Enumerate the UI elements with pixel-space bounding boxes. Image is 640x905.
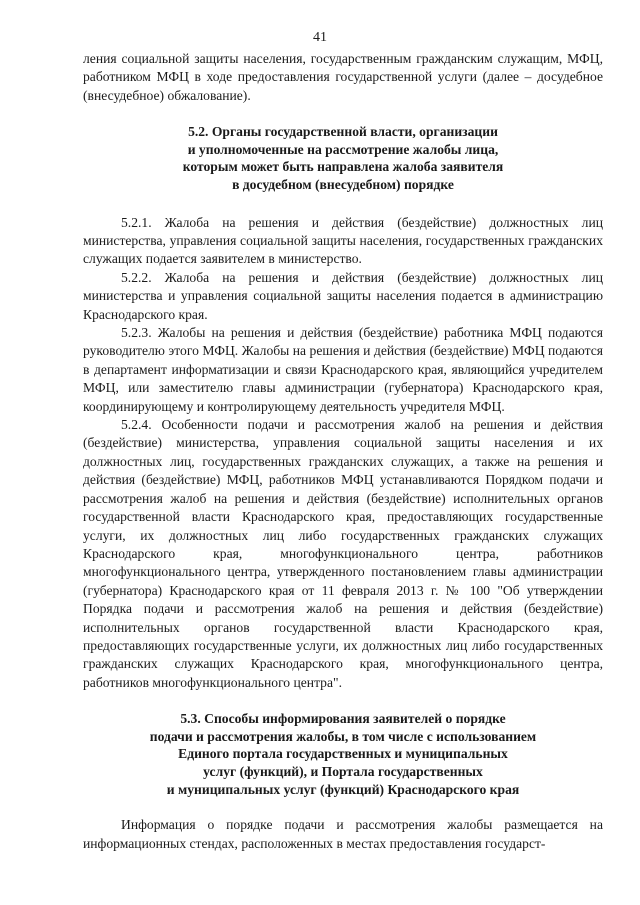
paragraph-5-3-1: Информация о порядке подачи и рассмотрения жалобы размещается на информационных стендах, расположенных в местах предоставления государст-: [83, 817, 603, 851]
paragraph-5-2-1: 5.2.1. Жалоба на решения и действия (бездействие) должностных лиц министерства, управления социальной защиты населения, государственных гражданских служащих подается заявителем в министерство.: [83, 214, 603, 267]
paragraph-5-2-2: 5.2.2. Жалоба на решения и действия (бездействие) должностных лиц министерства и управления социальной защиты населения подается в администрацию Краснодарского края.: [83, 269, 603, 322]
document-body: [83, 50, 603, 853]
page-number: 41: [313, 30, 327, 45]
intro-paragraph: ления социальной защиты населения, государственным гражданским служащим, МФЦ, работником МФЦ в ходе предоставления государственной услуги (далее – досудебное (внесудебное) обжалование).: [83, 51, 603, 103]
paragraph-5-2-3: 5.2.3. Жалобы на решения и действия (бездействие) работника МФЦ подаются руководителю этого МФЦ. Жалобы на решения и действия (бездействие) МФЦ подаются в департамент информатизации и связи Краснодарского края, являющийся учредителем МФЦ, или заместителю главы администрации (губернатора) Краснодарского края, координирующему и контролирующему деятельность учредителя МФЦ.: [83, 325, 603, 414]
paragraph-5-2-4: 5.2.4. Особенности подачи и рассмотрения жалоб на решения и действия (бездействие) министерства, управления социальной защиты населения и их должностных лиц, государственных гражданских служащих, а также на решения и действия (бездействие) МФЦ, работников МФЦ устанавливаются Порядком подачи и рассмотрения жалоб на решения и действия (бездействие) исполнительных органов государственной власти Краснодарского края, предоставляющих государственные услуги, их должностных лиц либо государственных гражданских служащих Краснодарского края, многофункционального центра, работников многофункционального центра, утвержденного постановлением главы администрации (губернатора) Краснодарского края от 11 февраля 2013 г. № 100 "Об утверждении Порядка подачи и рассмотрения жалоб на решения и действия (бездействие) исполнительных органов государственной власти Краснодарского края, предоставляющих государственные услуги, их должностных лиц либо государственных гражданских служащих Краснодарского края, многофункционального центра, работников многофункционального центра".: [83, 417, 603, 690]
section-5-2-heading: 5.2. Органы государственной власти, организации и уполномоченные на рассмотрение жалобы лица, которым может быть направлена жалоба заявителя в досудебном (внесудебном) порядке: [182, 124, 504, 192]
section-5-3-heading: 5.3. Способы информирования заявителей о порядке подачи и рассмотрения жалобы, в том числе с использованием Единого портала государственных и муниципальных услуг (функций), и Портала государственных и муниципальных услуг (функций) Краснодарского края: [149, 711, 537, 797]
